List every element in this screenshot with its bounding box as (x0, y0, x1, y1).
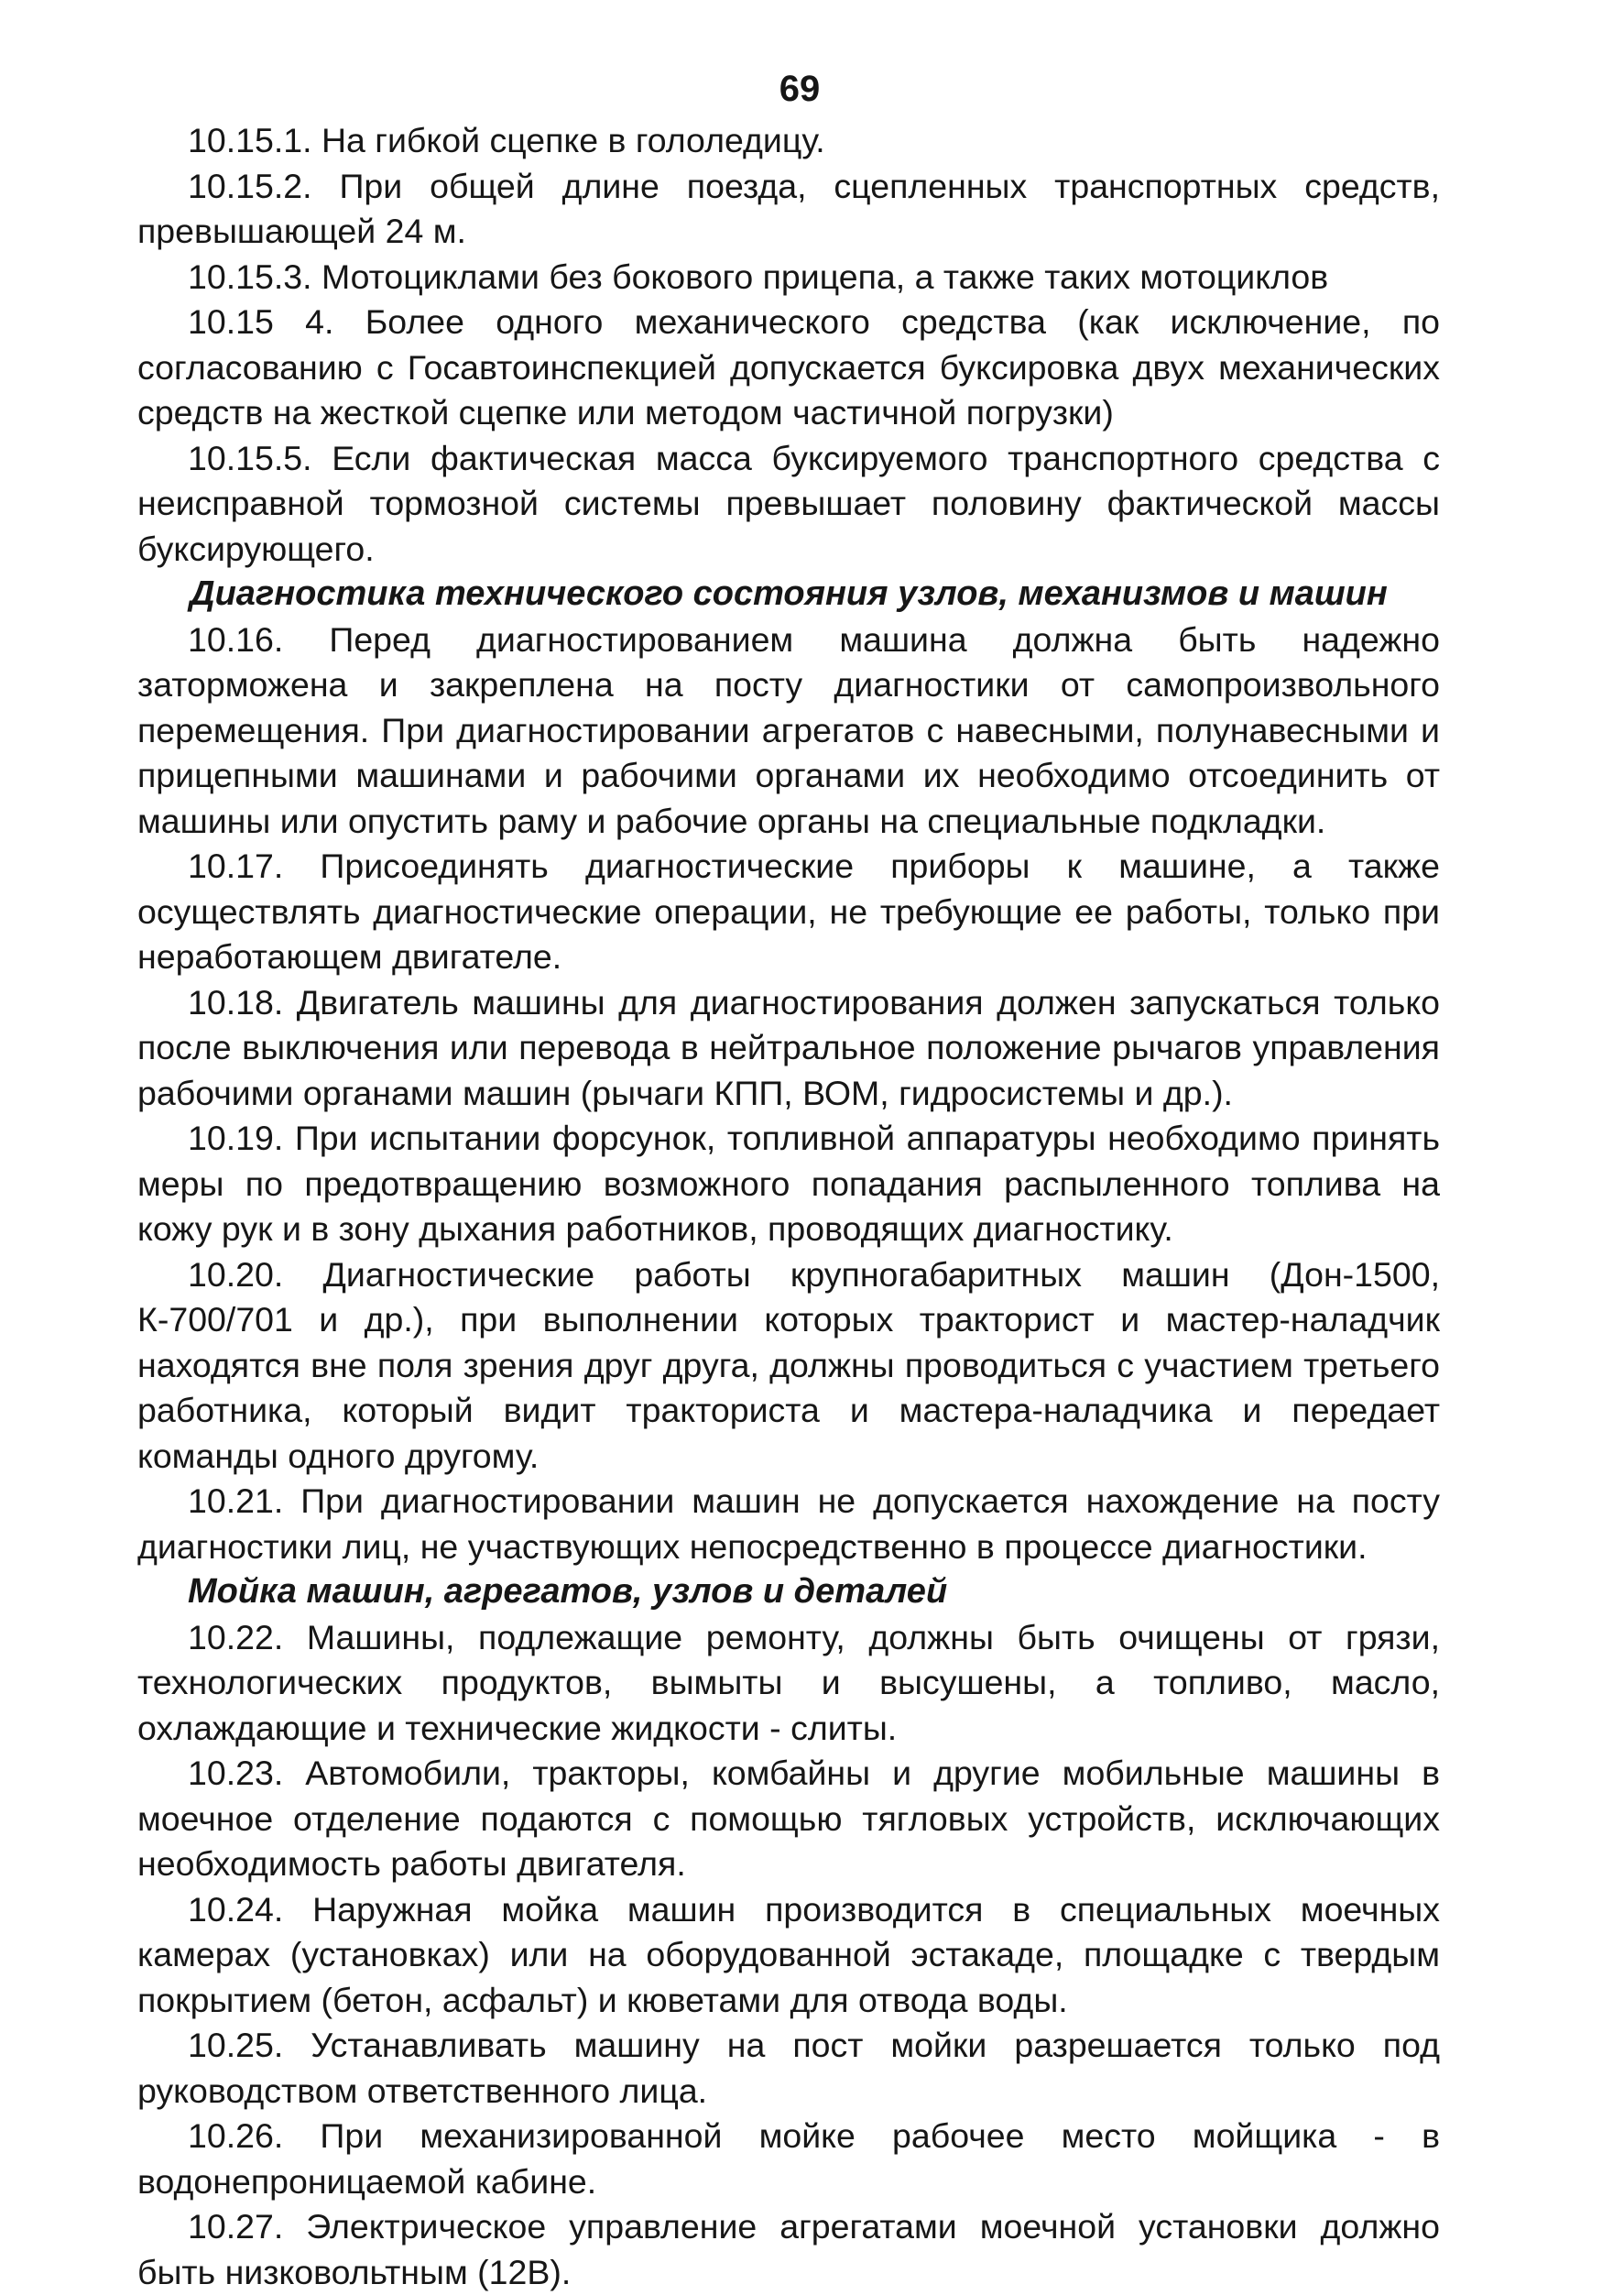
section-heading-diagnostics: Диагностика технического состояния узлов, механизмов и машин (190, 574, 1388, 613)
paragraph-10-16: 10.16. Перед диагностированием машина должна быть надежно заторможена и закреплена на посту диагностики от самопроизвольного перемещения. При диагностировании агрегатов с навесными, полунавесными и прицепными машинами и рабочими органами их необходимо отсоединить от машины или опустить раму и рабочие органы на специальные подкладки. (137, 619, 1440, 840)
document-page (137, 64, 1440, 2295)
paragraph-10-15-1: 10.15.1. На гибкой сцепке в гололедицу. (188, 121, 825, 159)
paragraph-10-21: 10.21. При диагностировании машин не допускается нахождение на посту диагностики лиц, не участвующих непосредственно в процессе диагностики. (137, 1481, 1440, 1566)
paragraph-10-22: 10.22. Машины, подлежащие ремонту, должны быть очищены от грязи, технологических продуктов, вымыты и высушены, а топливо, масло, охлаждающие и технические жидкости - слиты. (137, 1617, 1440, 1747)
paragraph-10-19: 10.19. При испытании форсунок, топливной аппаратуры необходимо принять меры по предотвращению возможного попадания распыленного топлива на кожу рук и в зону дыхания работников, проводящих диагностику. (137, 1119, 1440, 1248)
paragraph-10-15-3: 10.15.3. Мотоциклами без бокового прицепа, а также таких мотоциклов (188, 257, 1329, 296)
paragraph-10-18: 10.18. Двигатель машины для диагностирования должен запускаться только после выключения или перевода в нейтральное положение рычагов управления рабочими органами машин (рычаги КПП, ВОМ, гидросистемы и др.). (137, 982, 1440, 1112)
paragraph-10-17: 10.17. Присоединять диагностические приборы к машине, а также осуществлять диагностические операции, не требующие ее работы, только при неработающем двигателе. (137, 847, 1440, 976)
paragraph-10-23: 10.23. Автомобили, тракторы, комбайны и другие мобильные машины в моечное отделение подаются с помощью тягловых устройств, исключающих необходимость работы двигателя. (137, 1754, 1440, 1883)
section-heading-washing: Мойка машин, агрегатов, узлов и деталей (188, 1572, 948, 1611)
paragraph-10-15-5: 10.15.5. Если фактическая масса буксируемого транспортного средства с неисправной тормозной системы превышает половину фактической массы буксирующего. (137, 438, 1440, 568)
paragraph-10-27: 10.27. Электрическое управление агрегатами моечной установки должно быть низковольтным (12В). (137, 2207, 1440, 2291)
paragraph-10-24: 10.24. Наружная мойка машин производится в специальных моечных камерах (установках) или на оборудованной эстакаде, площадке с твердым покрытием (бетон, асфальт) и кюветами для отвода воды. (137, 1889, 1440, 2019)
page-number: 69 (779, 69, 821, 109)
paragraph-10-15-4: 10.15 4. Более одного механического средства (как исключение, по согласованию с Госавтоинспекцией допускается буксировка двух механических средств на жесткой сцепке или методом частичной погрузки) (137, 302, 1440, 432)
paragraph-10-26: 10.26. При механизированной мойке рабочее место мойщика - в водонепроницаемой кабине. (137, 2116, 1440, 2201)
paragraph-10-20: 10.20. Диагностические работы крупногабаритных машин (Дон-1500, К-700/701 и др.), при выполнении которых тракторист и мастер-наладчик находятся вне поля зрения друг друга, должны проводиться с участием третьего работника, который видит тракториста и мастера-наладчика и передает команды одного другому. (137, 1254, 1440, 1475)
paragraph-10-15-2: 10.15.2. При общей длине поезда, сцепленных транспортных средств, превышающей 24 м. (137, 166, 1440, 250)
paragraph-10-25: 10.25. Устанавливать машину на пост мойки разрешается только под руководством ответственного лица. (137, 2026, 1440, 2110)
